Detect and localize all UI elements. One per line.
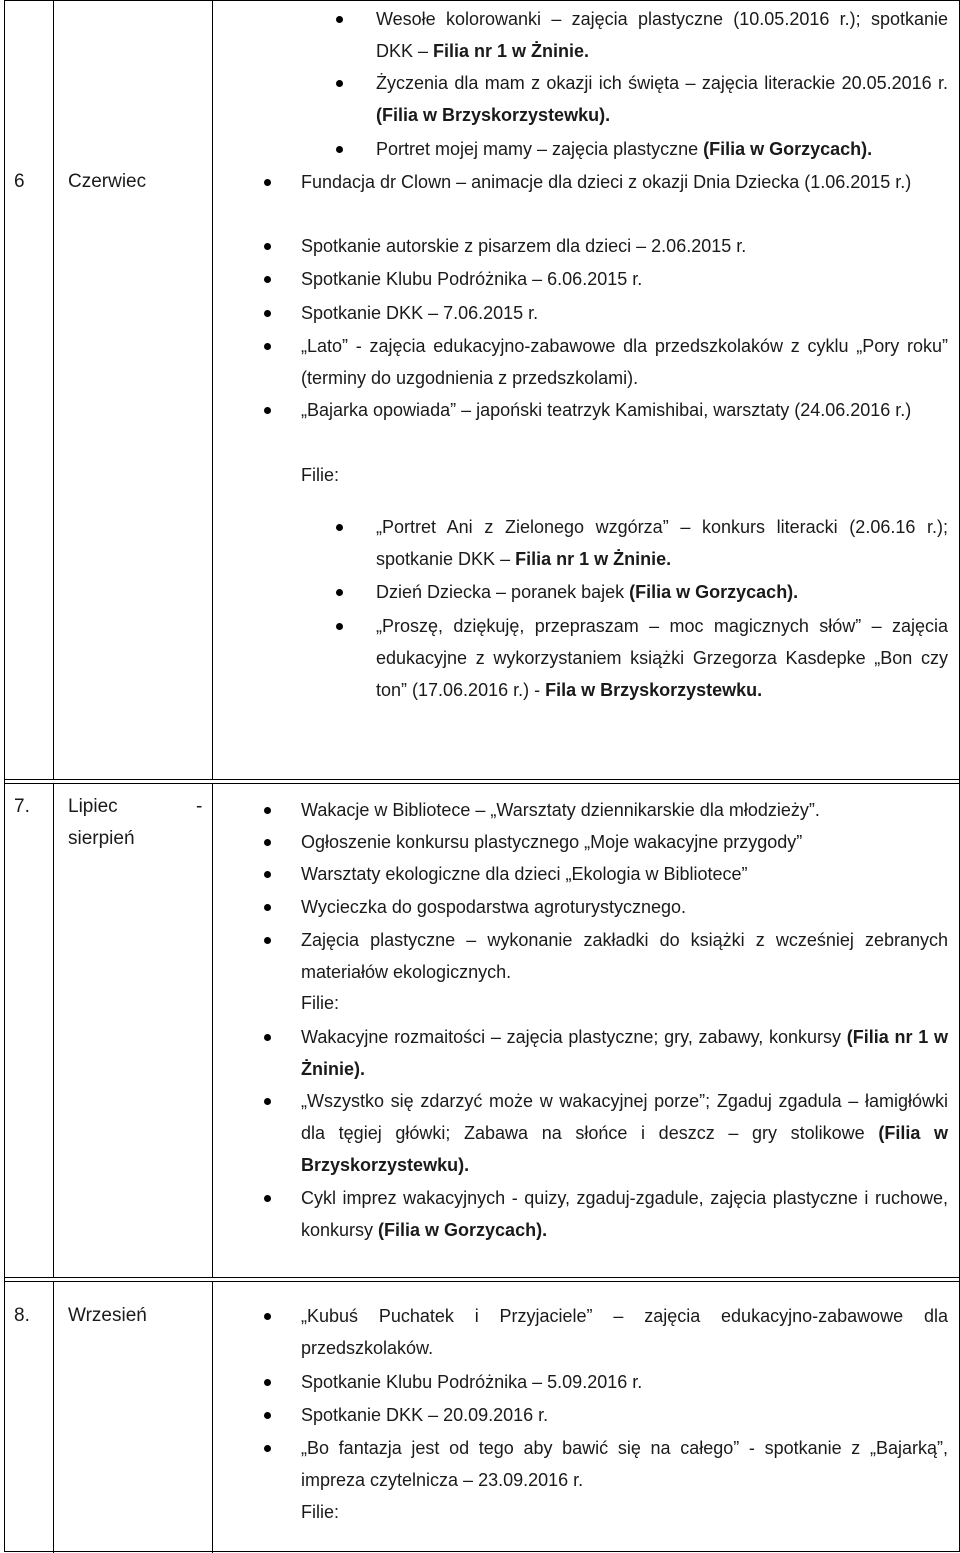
column-separator [53, 1281, 54, 1553]
list-item: „Lato” - zajęcia edukacyjno-zabawowe dla przedszkolaków z cyklu „Pory roku” (terminy do uzgodnienia z przedszkolami). [301, 330, 948, 394]
list-item: Spotkanie DKK – 7.06.2015 r. [301, 297, 948, 329]
table-top-border [4, 0, 959, 1]
row-separator [4, 783, 959, 784]
list-item: Spotkanie autorskie z pisarzem dla dzieci – 2.06.2015 r. [301, 230, 948, 262]
filie-label: Filie: [301, 993, 340, 1013]
filie-label: Filie: [301, 465, 340, 485]
row-number: 6 [14, 171, 25, 192]
list-item: „Kubuś Puchatek i Przyjaciele” – zajęcia edukacyjno-zabawowe dla przedszkolaków. [301, 1300, 948, 1364]
row-separator [4, 1277, 959, 1278]
list-item: Spotkanie Klubu Podróżnika – 5.09.2016 r. [301, 1366, 948, 1398]
list-item: „Wszystko się zdarzyć może w wakacyjnej porze”; Zgaduj zgadula – łamigłówki dla tęgiej główki; Zabawa na słońce i deszcz – gry stolikowe (Filia w Brzyskorzystewku). [301, 1085, 948, 1181]
list-item: Ogłoszenie konkursu plastycznego „Moje wakacyjne przygody” [301, 826, 948, 858]
month-label [68, 791, 208, 855]
month-label: Czerwiec [68, 171, 147, 192]
list-item: „Bo fantazja jest od tego aby bawić się na całego” - spotkanie z „Bajarką”, impreza czytelnicza – 23.09.2016 r. [301, 1432, 948, 1496]
list-item: „Portret Ani z Zielonego wzgórza” – konkurs literacki (2.06.16 r.); spotkanie DKK – Filia nr 1 w Żninie. [376, 511, 948, 575]
column-separator [212, 1281, 213, 1553]
list-item: Wakacyjne rozmaitości – zajęcia plastyczne; gry, zabawy, konkursy (Filia nr 1 w Żninie). [301, 1021, 948, 1085]
list-item: Portret mojej mamy – zajęcia plastyczne (Filia w Gorzycach). [376, 133, 948, 165]
list-item: Zajęcia plastyczne – wykonanie zakładki do książki z wcześniej zebranych materiałów ekologicznych. [301, 924, 948, 988]
month-line2: sierpień [68, 828, 135, 849]
month-dash: - [196, 796, 203, 817]
list-item: „Proszę, dziękuję, przepraszam – moc magicznych słów” – zajęcia edukacyjne z wykorzystaniem książki Grzegorza Kasdepke „Bon czy ton” (17.06.2016 r.) - Fila w Brzyskorzystewku. [376, 610, 948, 706]
list-item: „Bajarka opowiada” – japoński teatrzyk Kamishibai, warsztaty (24.06.2016 r.) [301, 394, 948, 426]
column-separator [53, 783, 54, 1278]
list-item: Wycieczka do gospodarstwa agroturystycznego. [301, 891, 948, 923]
row-separator [4, 1281, 959, 1282]
column-separator [212, 0, 213, 780]
list-item: Warsztaty ekologiczne dla dzieci „Ekologia w Bibliotece” [301, 858, 948, 890]
row-number: 8. [14, 1305, 30, 1326]
list-item: Fundacja dr Clown – animacje dla dzieci z okazji Dnia Dziecka (1.06.2015 r.) [301, 166, 948, 198]
column-separator [212, 783, 213, 1278]
month-label: Wrzesień [68, 1305, 147, 1326]
column-separator [53, 0, 54, 780]
month-line1: Lipiec [68, 796, 118, 817]
filie-label: Filie: [301, 1502, 340, 1522]
list-item: Życzenia dla mam z okazji ich święta – zajęcia literackie 20.05.2016 r. (Filia w Brzyskorzystewku). [376, 67, 948, 131]
list-item: Spotkanie Klubu Podróżnika – 6.06.2015 r. [301, 263, 948, 295]
list-item: Wakacje w Bibliotece – „Warsztaty dziennikarskie dla młodzieży”. [301, 794, 948, 826]
list-item: Wesołe kolorowanki – zajęcia plastyczne (10.05.2016 r.); spotkanie DKK – Filia nr 1 w Żninie. [376, 3, 948, 67]
row-number: 7. [14, 796, 30, 817]
row-separator [4, 779, 959, 780]
list-item: Cykl imprez wakacyjnych - quizy, zgaduj-zgadule, zajęcia plastyczne i ruchowe, konkursy (Filia w Gorzycach). [301, 1182, 948, 1246]
list-item: Spotkanie DKK – 20.09.2016 r. [301, 1399, 948, 1431]
list-item: Dzień Dziecka – poranek bajek (Filia w Gorzycach). [376, 576, 948, 608]
